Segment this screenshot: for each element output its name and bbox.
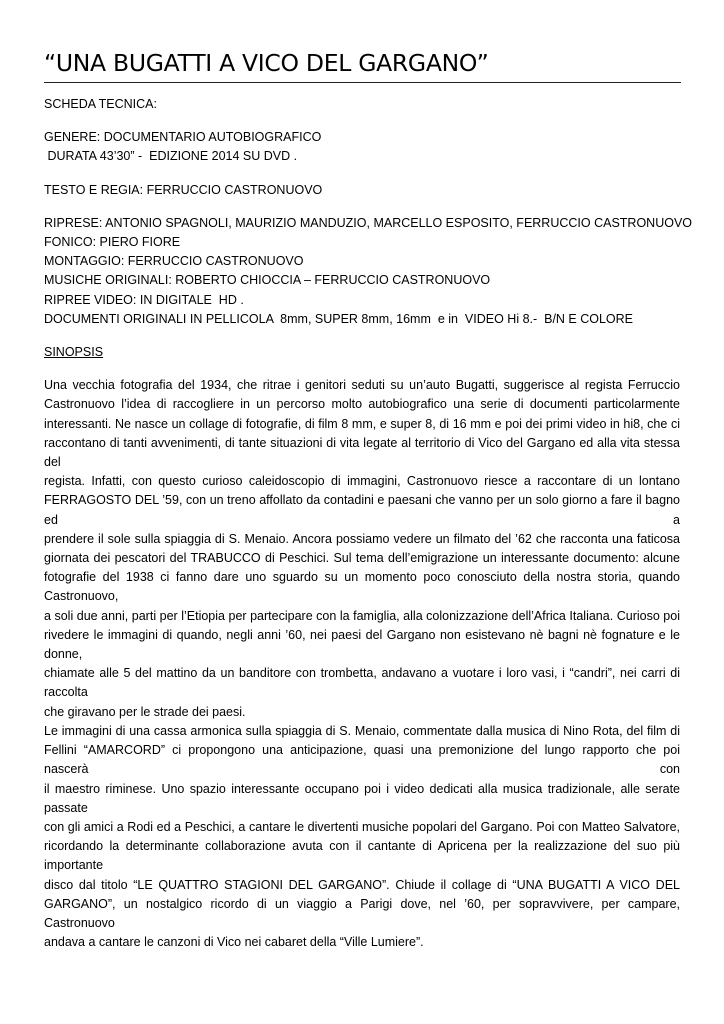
testo-regia-line: TESTO E REGIA: FERRUCCIO CASTRONUOVO — [44, 182, 323, 197]
paragraph-line: andava a cantare le canzoni di Vico nei cabaret della “Ville Lumiere”. — [44, 935, 424, 950]
document-title: “UNA BUGATTI A VICO DEL GARGANO” — [44, 49, 489, 77]
credit-montaggio: MONTAGGIO: FERRUCCIO CASTRONUOVO — [44, 254, 304, 269]
genere-line: GENERE: DOCUMENTARIO AUTOBIOGRAFICO — [44, 130, 322, 145]
credit-musiche: MUSICHE ORIGINALI: ROBERTO CHIOCCIA – FERRUCCIO CASTRONUOVO — [44, 273, 491, 288]
paragraph-line: FERRAGOSTO DEL ’59, con un treno affollato da contadini e paesani che vanno per un solo giorno a fare il bagno ed a — [44, 493, 680, 527]
paragraph-line: disco dal titolo “LE QUATTRO STAGIONI DEL GARGANO”. Chiude il collage di “UNA BUGATTI A VICO DEL — [44, 877, 680, 892]
paragraph-line: fotografie del 1938 ci fanno dare uno sguardo su un momento poco conosciuto della nostra storia, quando Castronuovo, — [44, 570, 680, 604]
paragraph-line: raccontano di tanti avvenimenti, di tante situazioni di vita legate al territorio di Vico del Gargano ed alla vita stessa del — [44, 435, 680, 470]
paragraph-line: prendere il sole sulla spiaggia di S. Menaio. Ancora possiamo vedere un filmato del ’62 che racconta una faticosa — [44, 531, 680, 546]
sinopsis-paragraph-2 — [44, 722, 680, 952]
credit-documenti: DOCUMENTI ORIGINALI IN PELLICOLA 8mm, SUPER 8mm, 16mm e in VIDEO Hi 8.- B/N E COLORE — [44, 311, 634, 326]
title-divider — [44, 82, 681, 83]
paragraph-line: rivedere le immagini di quando, negli anni ’60, nei paesi del Gargano non esistevano nè bagni nè fognature e le donne, — [44, 627, 680, 662]
paragraph-line: Castronuovo l’idea di raccogliere in un percorso molto autobiografico una serie di documenti particolarmente — [44, 397, 680, 412]
paragraph-line: il maestro riminese. Uno spazio interessante occupano poi i video dedicati alla musica tradizionale, alle serate passate — [44, 781, 680, 815]
paragraph-line: ricordando la determinante collaborazione avuta con il cantante di Apricena per la realizzazione del suo più importante — [44, 839, 680, 873]
paragraph-line: a soli due anni, parti per l’Etiopia per partecipare con la famiglia, alla colonizzazione dell’Africa Italiana. Curioso poi — [44, 608, 680, 623]
paragraph-line: interessanti. Ne nasce un collage di fotografie, di film 8 mm, e super 8, di 16 mm e poi dei primi video in hi8, che ci — [44, 416, 680, 431]
paragraph-line: Fellini “AMARCORD” ci propongono una anticipazione, quasi una premonizione del lungo rapporto che poi nascerà con — [44, 743, 680, 777]
sinopsis-paragraph-1 — [44, 376, 680, 722]
paragraph-line: Le immagini di una cassa armonica sulla spiaggia di S. Menaio, commentate dalla musica di Nino Rota, del film di — [44, 723, 680, 738]
paragraph-line: Una vecchia fotografia del 1934, che ritrae i genitori seduti su un’auto Bugatti, suggerisce al regista Ferruccio — [44, 378, 680, 393]
document-body — [44, 95, 693, 952]
paragraph-line: chiamate alle 5 del mattino da un banditore con trombetta, andavano a vuotare i loro vasi, i “candri”, nei carri di raccolta — [44, 666, 680, 700]
credit-riprese-video: RIPREE VIDEO: IN DIGITALE HD . — [44, 292, 244, 307]
paragraph-line: GARGANO”, un nostalgico ricordo di un viaggio a Parigi dove, nel ’60, per sopravvivere, per campare, Castronuovo — [44, 896, 680, 930]
sinopsis-heading: SINOPSIS — [44, 345, 104, 360]
paragraph-line: giornata dei pescatori del TRABUCCO di Peschici. Sul tema dell’emigrazione un interessante documento: alcune — [44, 551, 680, 566]
credit-fonico: FONICO: PIERO FIORE — [44, 235, 181, 250]
durata-line: DURATA 43’30” - EDIZIONE 2014 SU DVD . — [44, 149, 298, 164]
scheda-tecnica-heading: SCHEDA TECNICA: — [44, 97, 157, 111]
paragraph-line: regista. Infatti, con questo curioso caleidoscopio di immagini, Castronuovo riesce a raccontare di un lontano — [44, 474, 680, 489]
paragraph-line: con gli amici a Rodi ed a Peschici, a cantare le divertenti musiche popolari del Gargano. Poi con Matteo Salvatore, — [44, 819, 680, 834]
paragraph-line: che giravano per le strade dei paesi. — [44, 704, 246, 719]
credit-riprese: RIPRESE: ANTONIO SPAGNOLI, MAURIZIO MANDUZIO, MARCELLO ESPOSITO, FERRUCCIO CASTRONUOVO — [44, 215, 693, 230]
